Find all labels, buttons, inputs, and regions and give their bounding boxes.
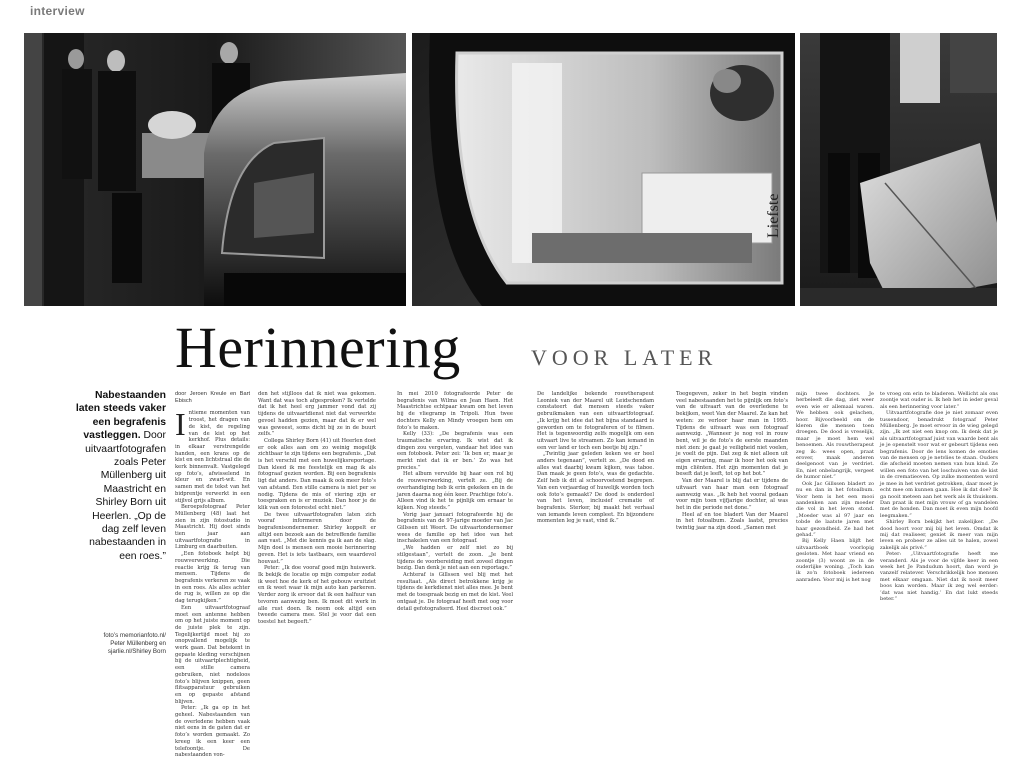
paragraph: Uitvaartfotografie doe je niet zomaar even tussendoor, benadrukt fotograaf Peter Müllenberg. Je moet ervoor in de wieg gelegd zijn. „Ik zet niet een knop om. Ik denk dat je als uitvaartfotograaf juist van waarde bent als je je openstelt voor wat er gebeurt tijdens een begrafenis. Door de lens komen de emoties van de mensen op je netvlies te staan. Ouders die afscheid moeten nemen van hun kind. Ze willen een foto van het loschuiven van de kist in de crematieoven. Op zulke momenten word je mee in het verdriet getrokken, daar moet je echt mee om kunnen gaan. Hoe ik dat doe? Ik ga nooit meteen aan het werk als ik thuiskom. Dan praat ik met mijn vrouw of ga wandelen met de honden. Dan moet ik even mijn hoofd leegmaken.”	[880, 410, 998, 519]
paragraph: Achteraf is Gillssen wel blij met het resultaat. „Als direct betrokkene krijg je tijdens de kerkdienst niet alles mee. Je bent met de toespraak bezig en met de kist. Veel ontgaat je. De fotograaf heeft met oog voor detail gefotografeerd. Heel discreet ook.”	[397, 571, 513, 612]
paragraph: In mei 2010 fotografeerde Peter de begrafenis van Wilma en Jean Haen. Het Maastrichtse echtpaar kwam om het leven bij de vliegramp in Tripoli. Hun twee dochters Kelly en Mindy vroegen hem om foto’s te maken.	[397, 391, 513, 431]
paragraph: mijn twee dochters. Je herbeleeft die dag, ziet weer even wie er allemaal waren. We hebben ook gelachen, hoor. Bijvoorbeeld om de kleren die mensen toen droegen. De dood is vreselijk, maar je moet hem wel benoemen. Als rouwtherapeut zeg ik: wees open, praat erover, maak anderen deelgenoot van je verdriet. En, niet onbelangrijk, vergeet de humor niet.”	[796, 391, 874, 481]
paragraph: Bij Kelly Haen blijft het uitvaartboek voorlopig gesloten. Met haar vriend en zoontje (3) woont ze in de ouderlijke woning. „Toch kan ik zo’n fotoboek iedereen aanraden. Voor mij is het nog	[796, 538, 874, 583]
credit-line: Peter Müllenberg en	[110, 640, 166, 647]
article-column-2	[258, 391, 376, 626]
dropcap: I	[175, 406, 186, 443]
article-column-6	[796, 391, 874, 583]
intro-bold: Nabestaanden laten steeds vaker een begrafenis vastleggen.	[75, 390, 166, 442]
ribbon-inscription: Liefste	[765, 193, 782, 238]
photo-credit	[96, 632, 166, 656]
paragraph: Kelly (33): „De begrafenis was een traumatische ervaring. Ik wist dat ik dingen zou vergeten, vandaar het idee van een fotoboek. Peter zei: ’Ik ben er, maar je merkt niet dat ik er ben.’ Zo was het precies.”	[397, 431, 513, 471]
paragraph: Shirley Born bekijkt het zakelijker. „De dood hoort voor mij bij het leven. Omdat ik mij dat realiseer, geniet ik meer van mijn leven en probeer ze alles uit te halen, zowel zakelijk als privé.”	[880, 519, 998, 551]
paragraph: „We hadden er zelf niet zo bij stilgestaan”, vertelt de zoon. „Je bent tijdens de voorbereiding met zoveel dingen bezig. Dan denk je niet aan een reportage.”	[397, 545, 513, 572]
article-column-5	[676, 391, 788, 532]
paragraph: Peter: „Uitvaartfotografie heeft me veranderd. Als je voor de vijfde keer in een week het Je Pandudum hoort, dan word je vanzelf relatever. Verschrikkelijk hoe mensen met elkaar omgaan. Niet dat ik nooit meer boos kan worden. Maar ik zeg wel eerder: ’dat was niet handig.’ En dat lukt steeds beter.”	[880, 551, 998, 602]
paragraph: Beroepsfotograaf Peter Müllenberg (48) laat het zien in zijn fotostudio in Maastricht. Hij doet sinds tien jaar aan uitvaartfotografie in Limburg en daarbuiten.	[175, 504, 250, 551]
paragraph: te vroeg om erin te bladeren. Wellicht als ons zoontje wat ouder is. Ik heb het in ieder geval als een herinnering voor later.”	[880, 391, 998, 410]
paragraph: Het album vervulde bij haar een rol bij de rouwverwerking, vertelt ze. „Bij de overhandiging heb ik erin gekeken en in de jaren daarna nog één keer. Prachtige foto’s. Alleen vind ik het te pijnlijk om ernaar te kijken. Nog steeds.”	[397, 471, 513, 511]
intro-text	[74, 389, 166, 563]
paragraph: Ook Jac Gillssen bladert zo nu en dan in het fotoalbum. Voor hem is het een mooi aandenken aan zijn moeder die vol in het leven stond. „Moeder was al 97 jaar en tobde de laatste jaren met haar gezondheid. Ze had het gehad.”	[796, 480, 874, 538]
article-column-7-output	[880, 391, 998, 602]
paragraph: den het stijlloos dat ik niet was gekomen. Want dat was toch afgesproken? Ik vertelde dat ik het heel erg jammer vond dat zij tijdens de uitvaartdienst niet dat verwerkte gevoel hadden gezien, maar dat ik er wel was geweest, soms dicht bij ze in de buurt zelfs.”	[258, 391, 376, 438]
paragraph: Een uitvaartfotograaf moet een antenne hebben om op het juiste moment op de juiste plek te zijn. Tegelijkertijd moet hij zo onopvallend mogelijk te werk gaan. Dat betekent in gepaste kleding verschijnen bij de uitvaartplechtigheid, een stille camera gebruiken, niet nodeloos foto’s blijven knippen, geen flitsapparatuur gebruiken en op gepaste afstand blijven.	[175, 604, 250, 705]
credit-line: foto’s memorianfoto.nl/	[103, 632, 166, 639]
photo-coffin-inside-hearse	[412, 33, 795, 306]
article-column-4	[537, 391, 654, 525]
photo-coffin-lowered	[800, 33, 997, 306]
paragraph: De twee uitvaartfotografen laten zich vooraf informeren door de begrafenisondernemer. Shirley koppelt er altijd een bezoek aan de betreffende familie aan vast. „Met die kennis ga ik aan de slag. Mijn doel is mensen een mooie herinnering geven. Het is iets tastbaars, een waardevol houvast.”	[258, 511, 376, 565]
paragraph: Peter: „Ik doe vooraf goed mijn huiswerk. Ik bekijk de locatie op mijn computer zodat ik weet hoe de kerk of het gebouw eruitziet en ik weet waar ik mijn auto kan parkeren. Verder zorg ik ervoor dat ik een halfuur van tevoren aanwezig ben. Ik moet dit werk in alle rust doen. Ik neem ook altijd een tweede camera mee. Stel je voor dat een toestel het begeeft.”	[258, 565, 376, 625]
paragraph: Toegegeven, zeker in het begin vinden veel nabestaanden het te pijnlijk om foto’s van de uitvaart van de overledene te bekijken, weet Van der Maarel. Ze kan het weten: ze verloor haar man in 1995. Tijdens de uitvaart was een fotograaf aanwezig. „Wanneer je nog vol in rouw bent, wil je de foto’s de eerste maanden niet zien: je gaat je veiligheid niet voelen, je voelt de pijn. Dat zeg ik niet alleen uit eigen ervaring, maar ik hoor het ook van mijn cliënten. Het zijn momenten dat je beseft dat je leeft, tot op het bot.”	[676, 391, 788, 478]
article-column-1	[175, 391, 250, 759]
paragraph: Peter: „Ik ga op in het geheel. Nabestaanden van de overledene hebben vaak niet eens in de gaten dat er foto’s worden gemaakt. Zo kreeg ik een keer een telefoontje. De nabestaanden von-	[175, 705, 250, 759]
paragraph: Van der Maarel is blij dat er tijdens de uitvaart van haar man een fotograaf aanwezig was. „Ik heb het vooral gedaan voor mijn toen vijfjarige dochter, al was het in die periode net done.”	[676, 478, 788, 511]
byline: door Jeroen Kreule en Bart Ebisch	[175, 391, 250, 404]
credit-line: sjarlie.nl/Shirley Born	[107, 648, 166, 655]
headline: Herinnering	[175, 315, 461, 380]
intro-rest: Door uitvaartfotografen zoals Peter Müllenberg uit Maastricht en Shirley Born uit Heerlen. „Op de dag zelf leven nabestaanden in een roes.”	[85, 430, 166, 562]
paragraph: Vorig jaar januari fotografeerde hij de begrafenis van de 97-jarige moeder van Jac Gillssen uit Weert. De uitvaartondernemer wees de familie op het idee van het inschakelen van een fotograaf.	[397, 511, 513, 545]
paragraph: Heel af en toe bladert Van der Maarel in het fotoalbum. Zoals laatst, precies twintig jaar na zijn dood. „Samen met	[676, 511, 788, 532]
subhead: VOOR LATER	[531, 345, 718, 370]
paragraph: De landelijke bekende rouwtherapeut Leoniek van der Maarel uit Leidschendam constateert dat mensen steeds vaker gebruikmaken van een uitvaartfotograaf. „Ik krijg het idee dat het bijna standaard is geworden om te fotograferen of te filmen. Het is tegenwoordig zelfs mogelijk om een uitvaart live te streamen. Zo kan iemand in een ver land er toch een beetje bij zijn.”	[537, 391, 654, 451]
section-label: interview	[30, 4, 85, 18]
paragraph: „Een fotoboek helpt bij rouwverwerking. Die reactie krijg ik terug van mensen. Tijdens de begrafenis verkeren ze vaak in een roes. Als alles achter de rug is, willen ze op die dag terugkijken.”	[175, 551, 250, 605]
photo-coffin-carried-to-hearse	[24, 33, 406, 306]
paragraph: Collega Shirley Born (41) uit Heerlen doet er ook alles aan om zo weinig mogelijk zichtbaar te zijn tijdens een begrafenis. „Dat is het verschil met een huwelijksreportage. Dan kleed ik me feestelijk en mag ik als fotograaf gezien worden. Bij een begrafenis ligt dat anders. Dan maak ik ook meer foto’s van afstand. Een stille camera is niet per se nodig. Tijdens de mis of viering zijn er toespraken en is er muziek. Dan hoor je de klik van een fotorestel echt niet.”	[258, 437, 376, 511]
paragraph: Intieme momenten van troost, het dragen van de kist, de regeling van de kist op het kerkhof. Plus details: in elkaar verstrengelde handen, een krans op de kist en een lichtstraal die de kerk binnenvalt. Vastgelegd op foto’s, afwisselend in kleur en zwart-wit. En samen met de tekst van het bidprentje verwerkt in een stijlvol grijs album.	[175, 406, 250, 504]
article-column-3	[397, 391, 513, 612]
paragraph: „Twintig jaar geleden keken we er heel anders tegenaan”, vertelt ze. „De dood en alles wat daarbij kwam kijken, was taboe. Dan maak je geen foto’s, was de gedachte. Zelf heb ik dit al schoorvoetend begrepen. Van een verjaardag of huwelijk worden toch ook foto’s gemaakt? De dood is onderdeel van het leven, inclusief crematie of begrafenis. Sterker, bij maakt het verhaal van iemands leven compleet. En bijzondere momenten leg je vast, vind ik.”	[537, 451, 654, 525]
